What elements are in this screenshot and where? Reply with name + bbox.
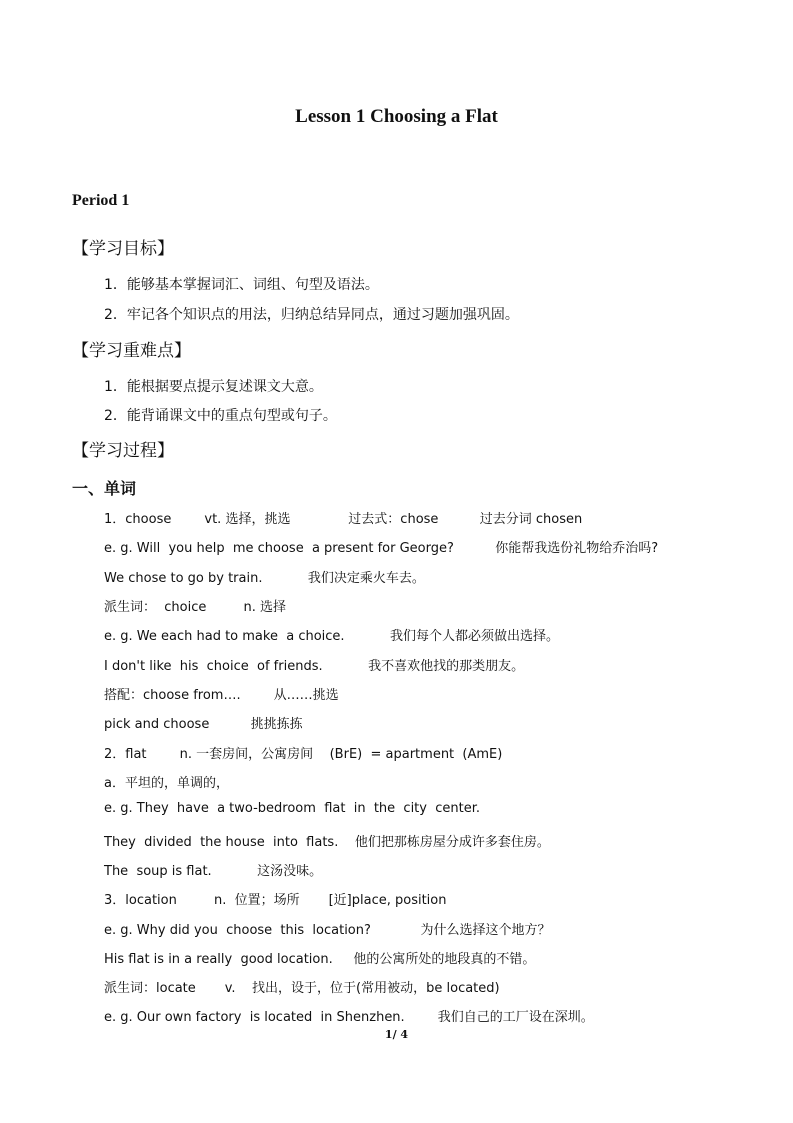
vocab-line: e. g. Will you help me choose a present for George? 你能帮我选份礼物给乔治吗? <box>104 541 659 556</box>
process-heading: 【学习过程】 <box>72 441 174 461</box>
page-number: 1/ 4 <box>384 1028 409 1041</box>
objective-item: 2．牢记各个知识点的用法，归纳总结异同点，通过习题加强巩固。 <box>104 307 519 323</box>
vocab-heading: 一、单词 <box>72 479 137 498</box>
vocab-line: His flat is in a really good location. 他的公寓所处的地段真的不错。 <box>104 952 536 967</box>
vocab-line: 派生词：locate v. 找出，设于，位于(常用被动，be located) <box>104 981 500 996</box>
key-point-item: 2．能背诵课文中的重点句型或句子。 <box>104 408 337 424</box>
vocab-line: 派生词： choice n. 选择 <box>104 600 287 615</box>
vocab-line: The soup is flat. 这汤没味。 <box>104 864 323 879</box>
document-title: Lesson 1 Choosing a Flat <box>295 106 498 127</box>
vocab-line: pick and choose 挑挑拣拣 <box>104 717 303 732</box>
key-points-heading: 【学习重难点】 <box>72 341 191 361</box>
period-heading: Period 1 <box>72 192 130 209</box>
vocab-line: e. g. Why did you choose this location? 为什么选择这个地方？ <box>104 923 551 938</box>
vocab-line: a．平坦的，单调的， <box>104 776 229 791</box>
vocab-line: I don't like his choice of friends. 我不喜欢他找的那类朋友。 <box>104 659 525 674</box>
vocab-line: 3．location n. 位置；场所 [近]place, position <box>104 893 447 908</box>
vocab-line: 1．choose vt. 选择，挑选 过去式：chose 过去分词 chosen <box>104 512 583 527</box>
vocab-line: e. g. They have a two-bedroom flat in the city center. <box>104 801 480 816</box>
key-point-item: 1．能根据要点提示复述课文大意。 <box>104 379 323 395</box>
objectives-heading: 【学习目标】 <box>72 239 174 259</box>
objective-item: 1．能够基本掌握词汇、词组、句型及语法。 <box>104 277 379 293</box>
vocab-line: 2．flat n. 一套房间，公寓房间 (BrE) = apartment (AmE) <box>104 747 503 762</box>
vocab-line: They divided the house into flats. 他们把那栋房屋分成许多套住房。 <box>104 835 550 850</box>
vocab-line: e. g. We each had to make a choice. 我们每个人都必须做出选择。 <box>104 629 560 644</box>
vocab-line: 搭配：choose from…. 从……挑选 <box>104 688 339 703</box>
vocab-line: e. g. Our own factory is located in Shenzhen. 我们自己的工厂设在深圳。 <box>104 1010 594 1025</box>
vocab-line: We chose to go by train. 我们决定乘火车去。 <box>104 571 425 586</box>
